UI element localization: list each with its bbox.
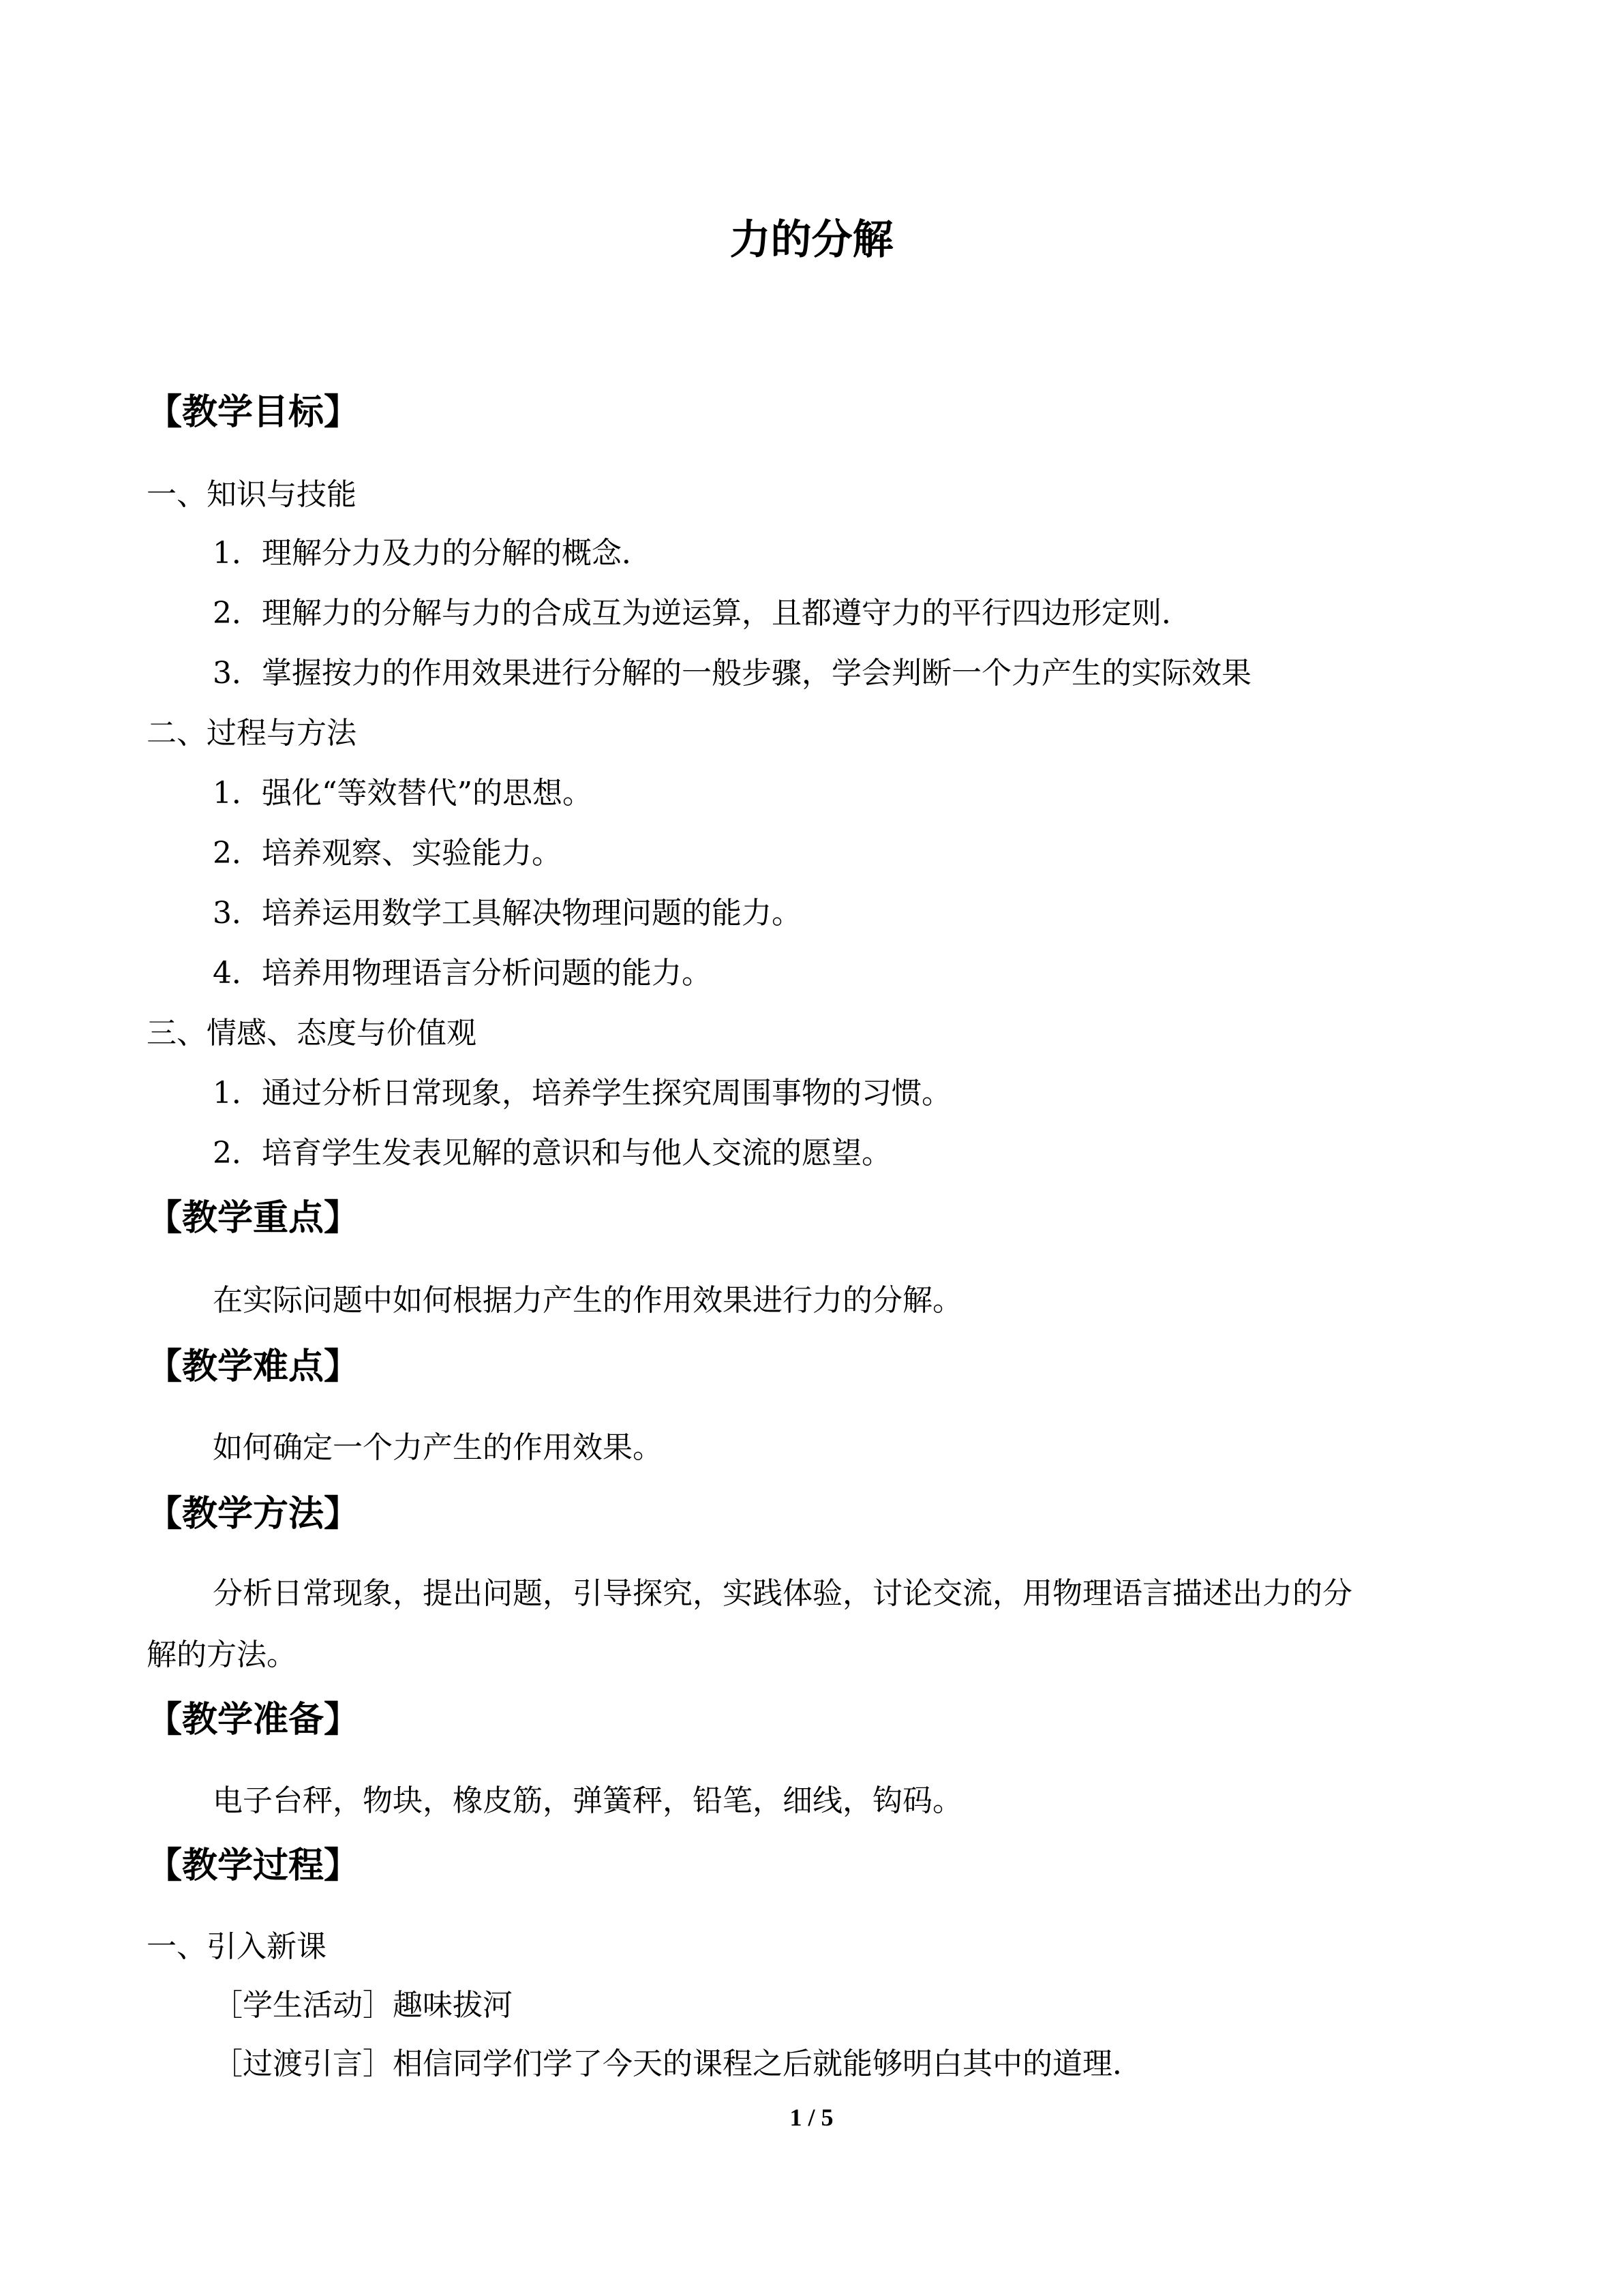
key-point-text: 在实际问题中如何根据力产生的作用效果进行力的分解。 xyxy=(213,1283,962,1318)
difficulty-text: 如何确定一个力产生的作用效果。 xyxy=(213,1430,663,1465)
knowledge-item-2: 2．理解力的分解与力的合成互为逆运算，且都遵守力的平行四边形定则． xyxy=(213,596,1192,631)
process-method-title: 二、过程与方法 xyxy=(147,716,357,751)
method-heading: 【教学方法】 xyxy=(147,1494,360,1535)
process-item-3: 3．培养运用数学工具解决物理问题的能力。 xyxy=(213,896,802,931)
difficulty-heading: 【教学难点】 xyxy=(147,1346,360,1387)
emotion-item-1: 1．通过分析日常现象，培养学生探究周围事物的习惯。 xyxy=(213,1076,952,1111)
knowledge-item-1: 1．理解分力及力的分解的概念． xyxy=(213,536,652,571)
emotion-item-2: 2．培育学生发表见解的意识和与他人交流的愿望。 xyxy=(213,1136,892,1170)
student-activity-line: ［学生活动］趣味拔河 xyxy=(213,1988,513,2023)
preparation-heading: 【教学准备】 xyxy=(147,1700,360,1740)
teaching-process-heading: 【教学过程】 xyxy=(147,1845,360,1886)
emotion-values-title: 三、情感、态度与价值观 xyxy=(147,1016,476,1051)
preparation-text: 电子台秤，物块，橡皮筋，弹簧秤，铅笔，细线，钩码。 xyxy=(213,1783,962,1818)
transition-line: ［过渡引言］相信同学们学了今天的课程之后就能够明白其中的道理． xyxy=(213,2046,1142,2081)
method-text-line-1: 分析日常现象，提出问题，引导探究，实践体验，讨论交流，用物理语言描述出力的分 xyxy=(213,1576,1352,1611)
knowledge-skills-title: 一、知识与技能 xyxy=(147,477,357,512)
objectives-heading: 【教学目标】 xyxy=(147,392,360,433)
process-item-1: 1．强化“等效替代”的思想。 xyxy=(213,776,592,811)
process-item-4: 4．培养用物理语言分析问题的能力。 xyxy=(213,956,712,991)
intro-subtitle: 一、引入新课 xyxy=(147,1929,327,1964)
key-point-heading: 【教学重点】 xyxy=(147,1198,360,1239)
document-title: 力的分解 xyxy=(729,216,894,264)
knowledge-item-3: 3．掌握按力的作用效果进行分解的一般步骤，学会判断一个力产生的实际效果 xyxy=(213,656,1252,691)
method-text-line-2: 解的方法。 xyxy=(147,1637,297,1672)
page-number: 1 / 5 xyxy=(789,2104,834,2131)
process-item-2: 2．培养观察、实验能力。 xyxy=(213,836,562,871)
